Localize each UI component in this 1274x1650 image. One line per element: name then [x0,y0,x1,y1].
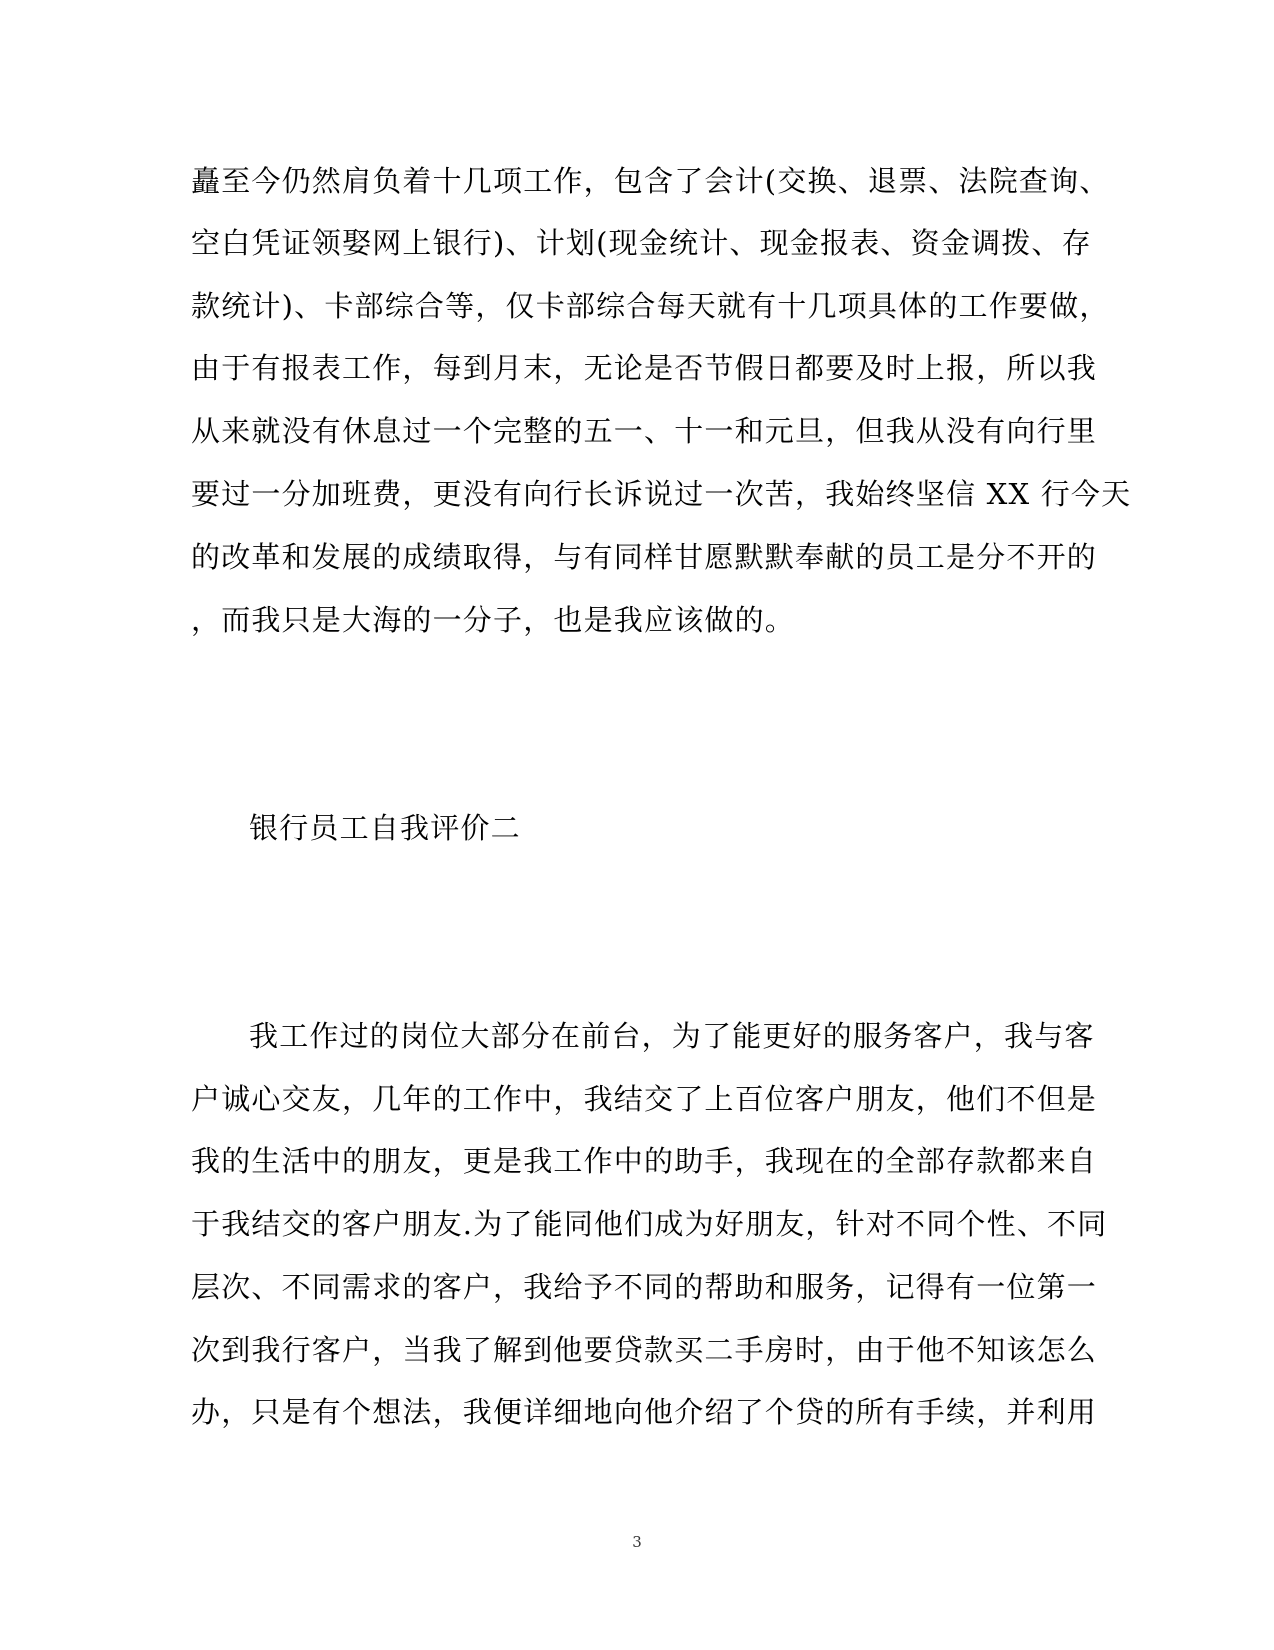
page-number: 3 [632,1533,642,1551]
paragraph-2-line-1: 我工作过的岗位大部分在前台，为了能更好的服务客户，我与客 [249,1019,1095,1053]
paragraph-1-line-5: 从来就没有休息过一个完整的五一、十一和元旦，但我从没有向行里 [191,414,1098,448]
paragraph-2-line-4: 于我结交的客户朋友.为了能同他们成为好朋友，针对不同个性、不同 [191,1207,1108,1241]
paragraph-1-line-3: 款统计)、卡部综合等，仅卡部综合每天就有十几项具体的工作要做， [191,289,1110,323]
paragraph-2-line-3: 我的生活中的朋友，更是我工作中的助手，我现在的全部存款都来自 [191,1144,1098,1178]
paragraph-2-line-2: 户诚心交友，几年的工作中，我结交了上百位客户朋友，他们不但是 [191,1082,1098,1116]
paragraph-2-line-6: 次到我行客户，当我了解到他要贷款买二手房时，由于他不知该怎么 [191,1333,1098,1367]
paragraph-1-line-4: 由于有报表工作，每到月末，无论是否节假日都要及时上报，所以我 [191,351,1098,385]
paragraph-1-line-1: 矗至今仍然肩负着十几项工作，包含了会计(交换、退票、法院查询、 [191,164,1110,198]
paragraph-1-line-2: 空白凭证领娶网上银行)、计划(现金统计、现金报表、资金调拨、存 [191,226,1092,260]
paragraph-1-line-8: ，而我只是大海的一分子，也是我应该做的。 [191,603,796,637]
section-heading: 银行员工自我评价二 [249,811,521,845]
paragraph-2-line-7: 办，只是有个想法，我便详细地向他介绍了个贷的所有手续，并利用 [191,1395,1098,1429]
paragraph-2-line-5: 层次、不同需求的客户，我给予不同的帮助和服务，记得有一位第一 [191,1270,1098,1304]
paragraph-1-line-6: 要过一分加班费，更没有向行长诉说过一次苦，我始终坚信 XX 行今天 [191,477,1132,511]
paragraph-1-line-7: 的改革和发展的成绩取得，与有同样甘愿默默奉献的员工是分不开的 [191,540,1098,574]
